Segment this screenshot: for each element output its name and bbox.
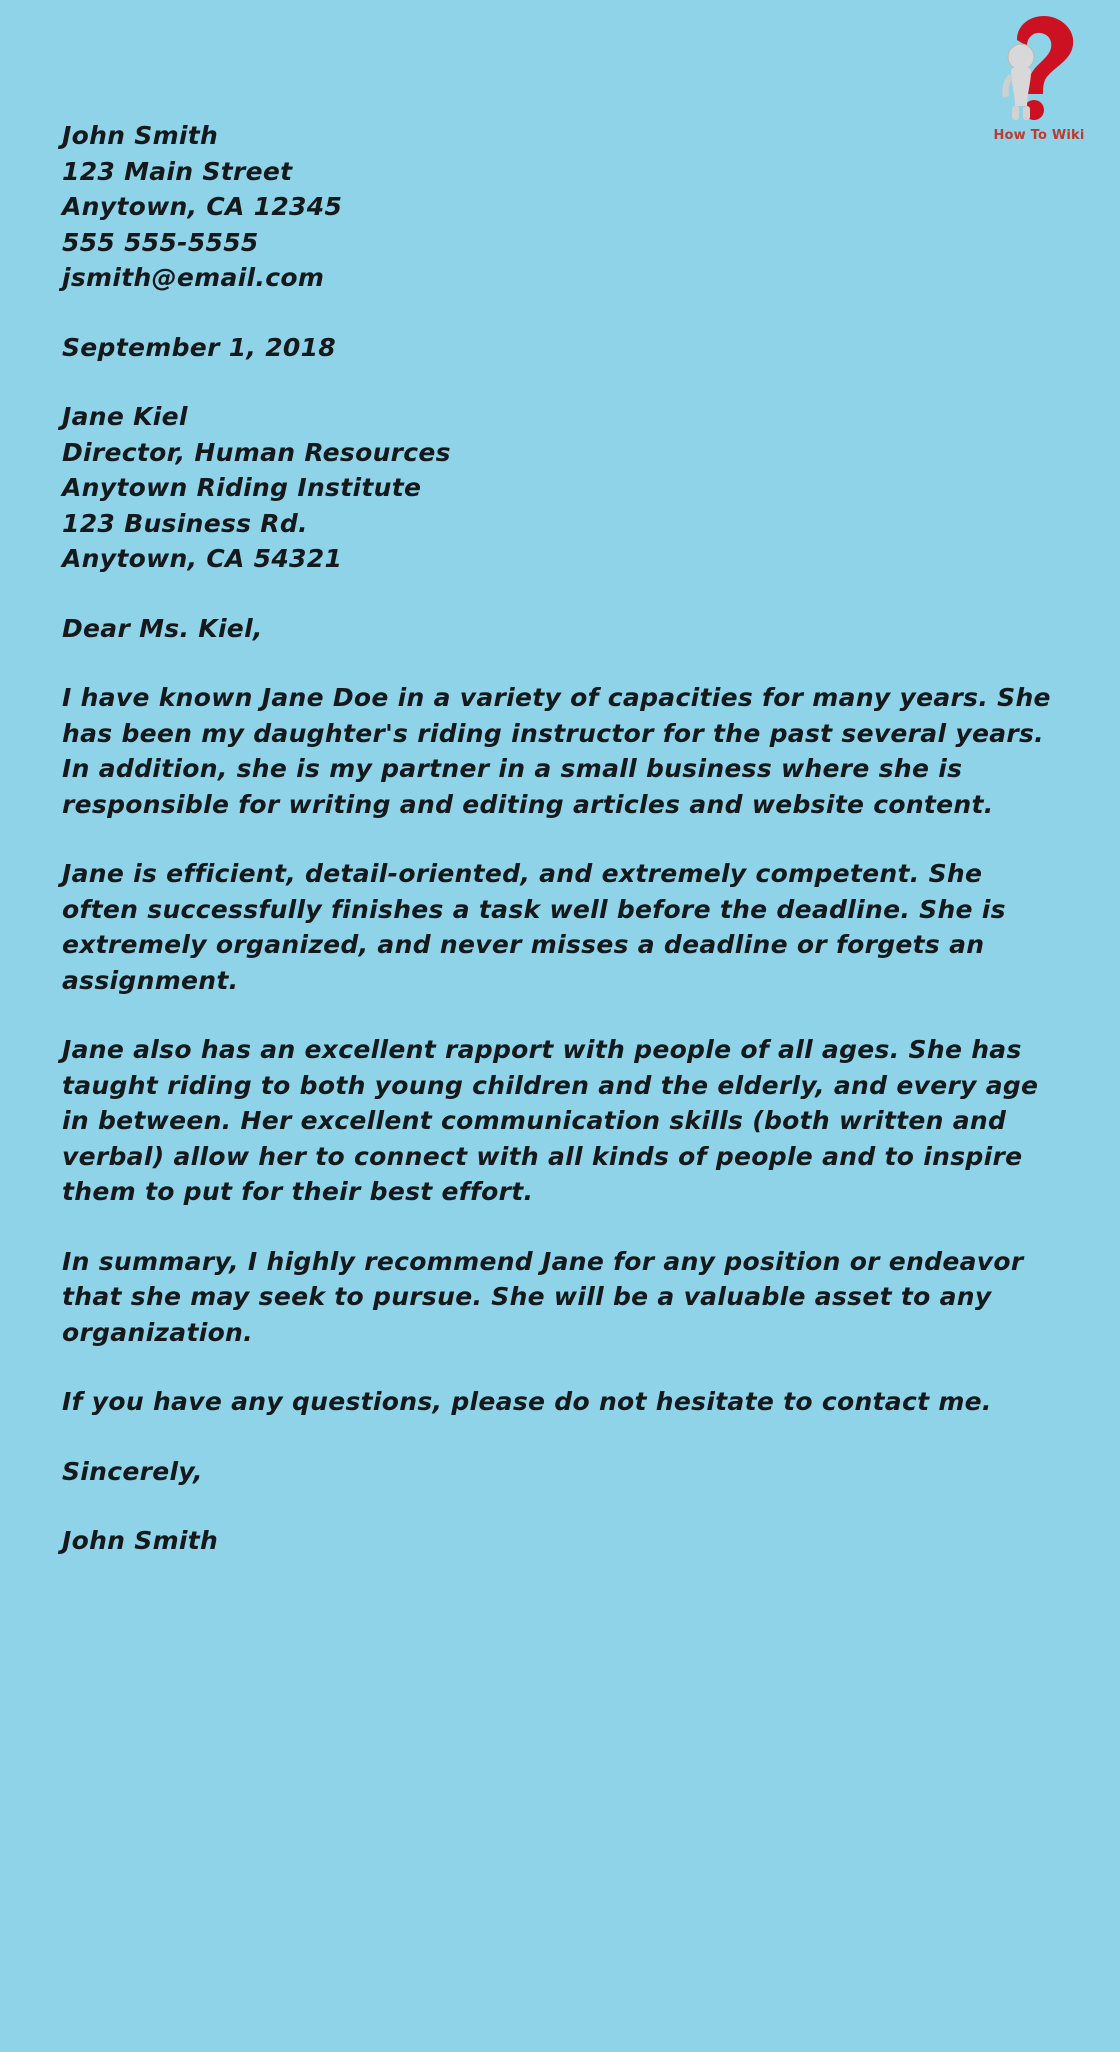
recipient-name: Jane Kiel (62, 402, 188, 431)
sender-street: 123 Main Street (62, 156, 293, 186)
sender-city-state-zip: Anytown, CA 12345 (62, 192, 343, 221)
letter-body (62, 118, 1062, 1559)
sender-phone: 555 555-5555 (62, 227, 259, 257)
sender-name: John Smith (62, 121, 219, 150)
closing: Sincerely, (62, 1456, 203, 1486)
recipient-title: Director, Human Resources (62, 437, 451, 467)
letter-paragraph: In summary, I highly recommend Jane for any position or endeavor that she may seek to pursue. She will be a valuable asset to any organization. (62, 1246, 1024, 1347)
sender-email: jsmith@email.com (62, 263, 325, 292)
recipient-city-state-zip: Anytown, CA 54321 (62, 544, 343, 573)
letter-paragraph: I have known Jane Doe in a variety of capacities for many years. She has been my daughter's riding instructor for the past several years. In addition, she is my partner in a small business where she is responsible for writing and editing articles and website content. (62, 683, 1051, 819)
letter-date: September 1, 2018 (62, 332, 336, 362)
signature-block (62, 1523, 1062, 1559)
question-mark-logo-icon (987, 10, 1091, 126)
letter-paragraph: Jane also has an excellent rapport with people of all ages. She has taught riding to both young children and the elderly, and every age in between. Her excellent communication skills (both written and verbal) allow her to connect with all kinds of people and to inspire them to put for their best effort. (62, 1035, 1039, 1206)
salutation: Dear Ms. Kiel, (62, 613, 263, 643)
recipient-organization: Anytown Riding Institute (62, 473, 422, 502)
recipient-address-block (62, 399, 1062, 577)
logo-caption: How To Wiki (993, 128, 1085, 143)
letter-date-block (62, 330, 1062, 366)
recipient-street: 123 Business Rd. (62, 508, 308, 538)
sender-address-block (62, 118, 1062, 296)
closing-block (62, 1454, 1062, 1490)
letter-paragraph: If you have any questions, please do not hesitate to contact me. (62, 1387, 992, 1416)
salutation-block (62, 611, 1062, 647)
letter-paragraphs (62, 680, 1062, 1420)
signature-name: John Smith (62, 1526, 219, 1555)
letter-paragraph: Jane is efficient, detail-oriented, and extremely competent. She often successfully finishes a task well before the deadline. She is extremely organized, and never misses a deadline or forgets an assignment. (62, 859, 1006, 995)
